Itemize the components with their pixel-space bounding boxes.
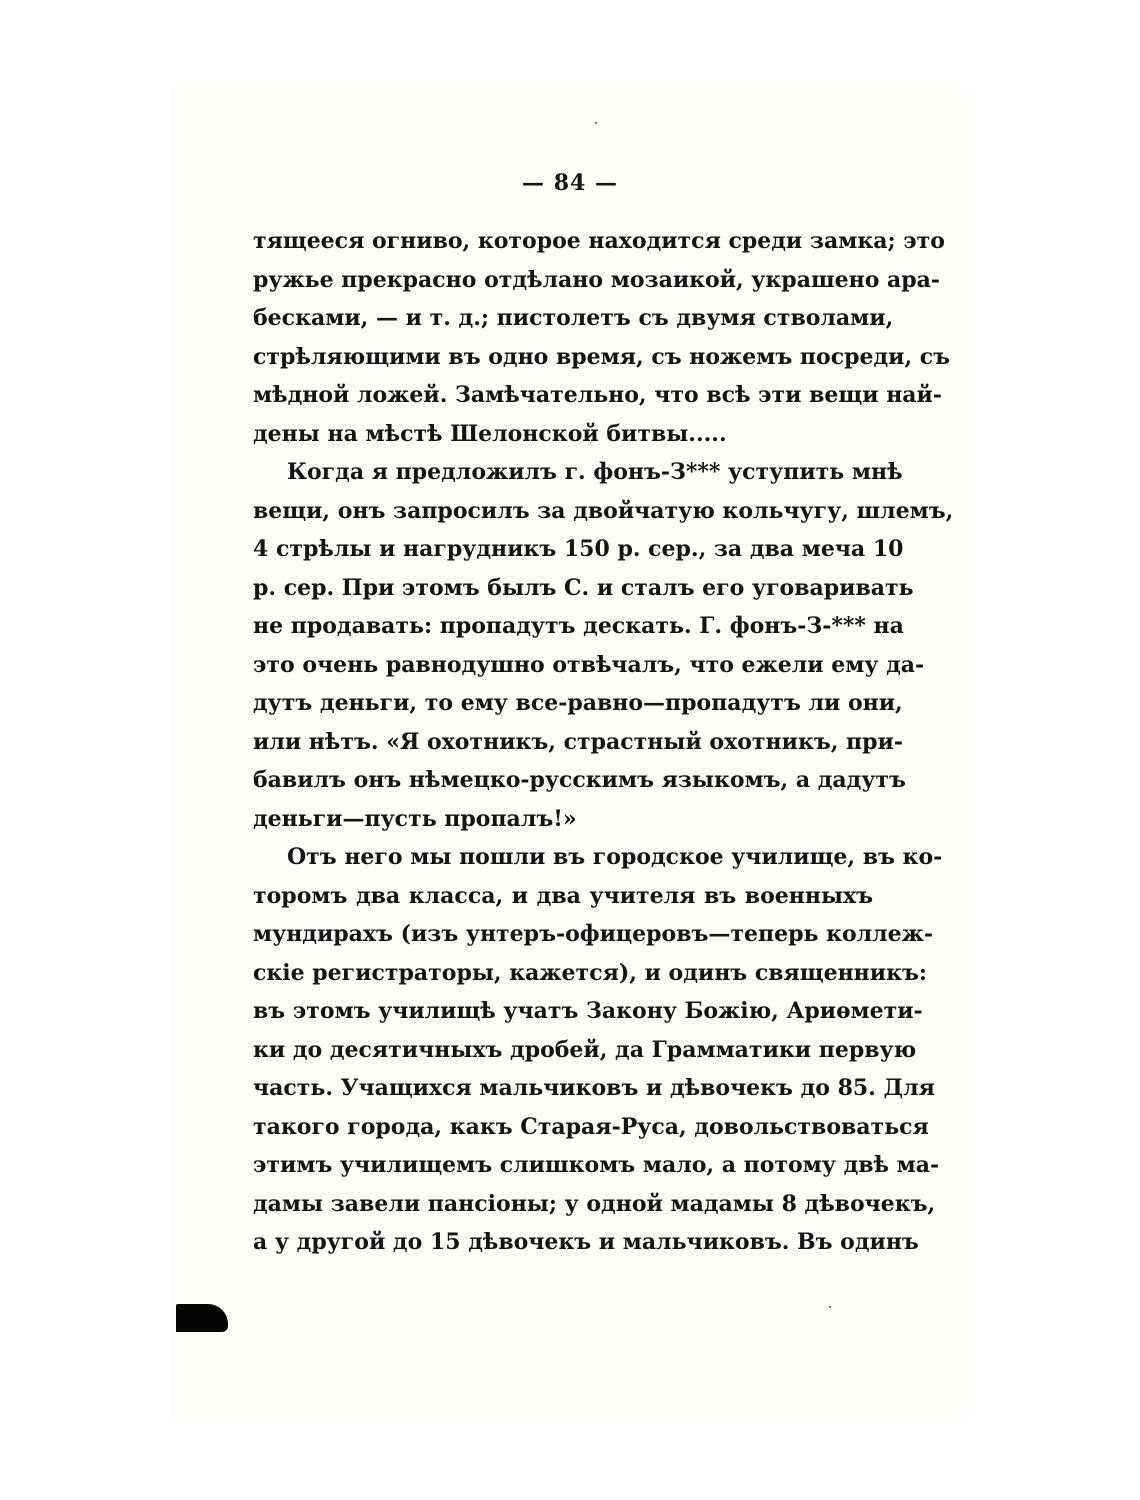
text-line: ружье прекрасно отдѣлано мозаикой, украшено ара-: [253, 266, 941, 293]
text-line: скіе регистраторы, кажется), и одинъ священникъ:: [253, 959, 927, 986]
text-line: дутъ деньги, то ему все-равно—пропадутъ ли они,: [253, 690, 903, 716]
paragraph-2: [253, 453, 954, 838]
paragraph-1: [253, 222, 951, 453]
text-line: вещи, онъ запросилъ за двойчатую кольчугу, шлемъ,: [253, 497, 954, 524]
text-line: часть. Учащихся мальчиковъ и дѣвочекъ до 85. Для: [253, 1075, 935, 1101]
text-line: деньги—пусть пропалъ!»: [253, 805, 577, 832]
text-line: бавилъ онъ нѣмецко-русскимъ языкомъ, а дадутъ: [253, 767, 906, 793]
text-line: ки до десятичныхъ дробей, да Грамматики первую: [253, 1036, 917, 1063]
text-line: бесками, — и т. д.; пистолетъ съ двумя стволами,: [253, 305, 894, 331]
text-line: мундирахъ (изъ унтеръ-офицеровъ—теперь коллеж-: [253, 921, 934, 947]
page-number: — 84 —: [522, 170, 618, 196]
text-line: тящееся огниво, которое находится среди замка; это: [253, 228, 945, 254]
text-line: Отъ него мы пошли въ городское училище, въ ко-: [287, 844, 943, 870]
text-line: не продавать: пропадутъ дескать. Г. фонъ-З-*** на: [253, 613, 904, 639]
text-line: 4 стрѣлы и нагрудникъ 150 р. сер., за два меча 10: [253, 536, 904, 562]
text-line: или нѣтъ. «Я охотникъ, страстный охотникъ, при-: [253, 728, 903, 755]
text-line: Когда я предложилъ г. фонъ-З*** уступить мнѣ: [287, 459, 903, 485]
scan-speck: [595, 122, 597, 124]
text-line: мѣдной ложей. Замѣчательно, что всѣ эти вещи най-: [253, 382, 943, 408]
paragraph-3: [253, 838, 943, 1262]
text-line: стрѣляющими въ одно время, съ ножемъ посреди, съ: [253, 343, 951, 370]
scan-speck: [829, 1306, 831, 1308]
ink-blot: [176, 1304, 228, 1332]
text-line: это очень равнодушно отвѣчалъ, что ежели ему да-: [253, 651, 925, 678]
text-line: такого города, какъ Старая-Руса, довольствоваться: [253, 1113, 929, 1140]
text-line: торомъ два класса, и два учителя въ военныхъ: [253, 882, 873, 909]
text-line: а у другой до 15 дѣвочекъ и мальчиковъ. Въ одинъ: [253, 1229, 919, 1255]
text-line: дамы завели пансіоны; у одной мадамы 8 дѣвочекъ,: [253, 1190, 936, 1217]
body-text: [253, 222, 954, 1262]
text-line: р. сер. При этомъ былъ С. и сталъ его уговаривать: [253, 574, 914, 601]
text-line: въ этомъ училищѣ учатъ Закону Божію, Ариѳмети-: [253, 998, 923, 1024]
text-line: дены на мѣстѣ Шелонской битвы.....: [253, 420, 727, 447]
text-line: этимъ училищемъ слишкомъ мало, а потому двѣ ма-: [253, 1152, 940, 1178]
